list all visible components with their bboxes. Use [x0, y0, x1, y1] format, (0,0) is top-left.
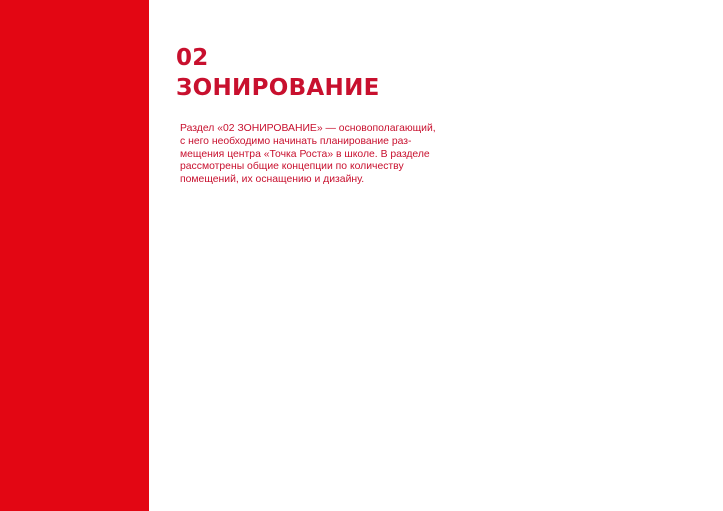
section-title: ЗОНИРОВАНИЕ: [176, 75, 380, 101]
description-line: мещения центра «Точка Роста» в школе. В разделе: [180, 148, 430, 160]
section-number: 02: [176, 45, 209, 71]
section-description: [180, 123, 452, 187]
description-line: рассмотрены общие концепции по количеству: [180, 161, 404, 173]
red-side-band: [0, 0, 149, 511]
description-line: с него необходимо начинать планирование раз-: [180, 135, 412, 147]
description-line: помещений, их оснащению и дизайну.: [180, 174, 365, 186]
section-header: [176, 44, 616, 187]
description-line: Раздел «02 ЗОНИРОВАНИЕ» — основополагающий,: [180, 123, 436, 134]
